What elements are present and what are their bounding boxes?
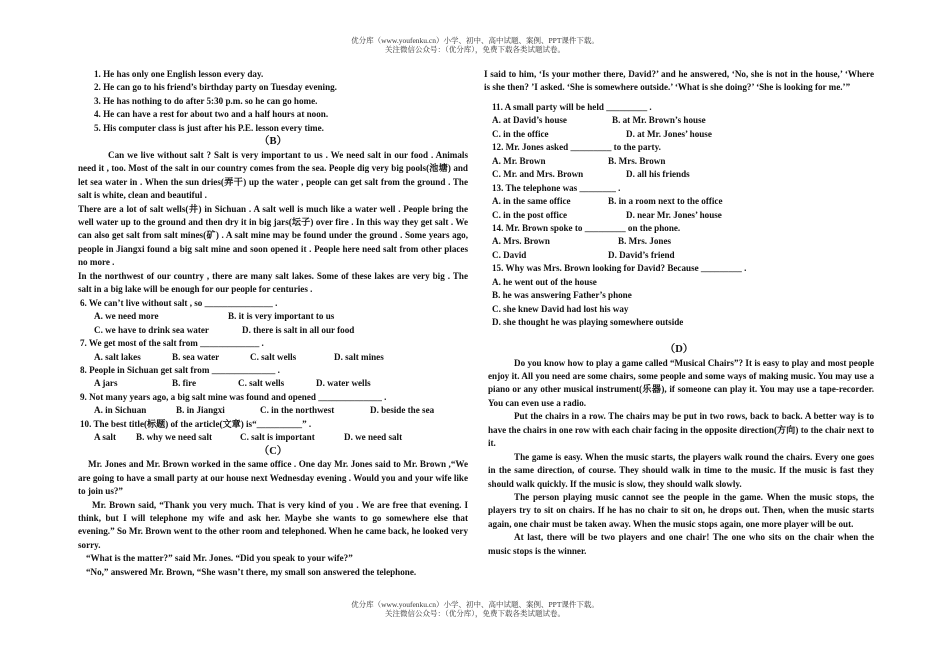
q12-option-b: B. Mrs. Brown	[608, 155, 666, 166]
section-d-title: （D）	[664, 344, 694, 356]
q11-option-d: D. at Mr. Jones’ house	[626, 128, 712, 139]
statement-1: 1. He has only one English lesson every day.	[94, 69, 264, 79]
q14-option-d: D. David’s friend	[608, 249, 675, 260]
q13-option-c: C. in the post office	[492, 209, 568, 220]
q6-option-a: A. we need more	[94, 311, 159, 322]
header-line-2: 关注微信公众号：（优分库），免费下载各类试题试卷。	[385, 45, 565, 54]
question-13-options-row-1	[484, 195, 874, 208]
question-11-options-row-2	[484, 128, 874, 141]
passage-d-paragraph-5: At last, there will be two players and one chair! The one who sits on the chair when the music stops is the winner.	[488, 532, 874, 556]
statement-2: 2. He can go to his friend’s birthday party on Tuesday evening.	[94, 82, 337, 93]
question-7-options	[78, 351, 468, 364]
q11-option-c: C. in the office	[492, 128, 549, 139]
passage-c-paragraph-3: “What is the matter?” said Mr. Jones. “Did you speak to your wife?”	[86, 553, 353, 564]
q8-option-c: C. salt wells	[238, 378, 285, 389]
footer-line-1: 优分库（www.youfenku.cn）小学、初中、高中试题、案例、PPT课件下载。	[351, 600, 599, 609]
passage-d-paragraph-2: Put the chairs in a row. The chairs may be put in two rows, back to back. A better way is to have the chairs in one row with each chair facing in the opposite direction(方向) to the chair next to it.	[488, 411, 874, 449]
q10-option-d: D. we need salt	[344, 432, 403, 443]
question-13: 13. The telephone was ________ .	[492, 182, 621, 193]
q9-option-d: D. beside the sea	[370, 405, 435, 416]
q15-option-b: B. he was answering Father’s phone	[492, 290, 632, 301]
q13-option-b: B. in a room next to the office	[608, 196, 723, 207]
q10-option-b: B. why we need salt	[136, 432, 213, 443]
q14-option-a: A. Mrs. Brown	[492, 236, 550, 247]
passage-d-paragraph-1: Do you know how to play a game called “Musical Chairs”? It is easy to play and most people enjoy it. All you need are some chairs, some people and some ways of making music. You may use a piano or any other musical instrument(乐器), if someone can play it. You may use a tape-recorder. You can even use a radio.	[488, 357, 874, 408]
passage-c-paragraph-1: Mr. Jones and Mr. Brown worked in the same office . One day Mr. Jones said to Mr. Brown ,“We are going to have a small party at our house next Wednesday evening . Would you and your wife like to join us?”	[78, 459, 468, 497]
q14-option-b: B. Mrs. Jones	[618, 236, 672, 247]
q12-option-d: D. all his friends	[626, 169, 690, 180]
passage-d-paragraph-3: The game is easy. When the music starts, the players walk round the chairs. Every one goes in the same direction, of course. They should walk in time to the music. If the music is fast they should walk quickly. If the music is slow, they should walk slowly.	[488, 451, 874, 489]
question-15: 15. Why was Mrs. Brown looking for David? Because _________ .	[492, 263, 747, 274]
q9-option-b: B. in Jiangxi	[176, 405, 225, 416]
q6-option-d: D. there is salt in all our food	[242, 324, 355, 335]
q7-option-a: A. salt lakes	[94, 351, 141, 362]
question-14-options-row-2	[484, 249, 874, 262]
q14-option-c: C. David	[492, 249, 527, 260]
statement-5: 5. His computer class is just after his P.E. lesson every time.	[94, 122, 324, 133]
question-8: 8. People in Sichuan get salt from ______________ .	[80, 364, 280, 375]
question-14-options-row-1	[484, 235, 874, 248]
q6-option-b: B. it is very important to us	[228, 311, 335, 322]
footer-line-2: 关注微信公众号：（优分库），免费下载各类试题试卷。	[385, 609, 565, 618]
statement-3: 3. He has nothing to do after 5:30 p.m. so he can go home.	[94, 95, 318, 106]
passage-c-paragraph-4: “No,” answered Mr. Brown, “She wasn’t there, my small son answered the telephone.	[86, 566, 417, 577]
question-9-options	[78, 404, 468, 417]
q10-option-a: A salt	[94, 432, 116, 443]
question-13-options-row-2	[484, 209, 874, 222]
q11-option-b: B. at Mr. Brown’s house	[612, 115, 706, 126]
passage-b-paragraph-2: There are a lot of salt wells(井) in Sichuan . A salt well is much like a water well . People bring the well water up to the ground and then dry it in big jars(坛子) over fire . In this way they get salt . We can also get salt from salt mines(矿) . A salt mine may be found under the ground . Some years ago, people in Jiangxi found a big salt mine and soon opened it . People here need salt from other places no more .	[78, 203, 468, 268]
q9-option-a: A. in Sichuan	[94, 405, 147, 416]
q10-option-c: C. salt is important	[240, 432, 315, 443]
question-9: 9. Not many years ago, a big salt mine was found and opened ______________ .	[80, 391, 387, 402]
q15-option-d: D. she thought he was playing somewhere outside	[492, 317, 684, 328]
question-8-options	[78, 377, 468, 390]
q8-option-b: B. fire	[172, 378, 197, 389]
question-6: 6. We can’t live without salt , so _______________ .	[80, 297, 278, 308]
question-10-options	[78, 431, 468, 444]
question-6-options-row-1	[78, 310, 468, 323]
page-header	[0, 36, 950, 54]
header-line-1: 优分库（www.youfenku.cn）小学、初中、高中试题、案例、PPT课件下载。	[351, 36, 599, 45]
passage-c-continuation: I said to him, ‘Is your mother there, David?’ and he answered, ‘No, she is not in the house,’ ‘Where is she then? ’I asked. ‘She is somewhere outside.’ ‘What is she doing?’ ‘She is looking for me.’”	[484, 69, 874, 93]
passage-b-paragraph-3: In the northwest of our country , there are many salt lakes. Some of these lakes are very big . The salt in a big lake will be enough for our people for centuries .	[78, 270, 468, 295]
q7-option-d: D. salt mines	[334, 351, 384, 362]
question-12-options-row-1	[484, 155, 874, 168]
q6-option-c: C. we have to drink sea water	[94, 324, 209, 335]
question-7: 7. We get most of the salt from _____________ .	[80, 338, 264, 349]
question-12-options-row-2	[484, 168, 874, 181]
q12-option-c: C. Mr. and Mrs. Brown	[492, 169, 584, 180]
q7-option-b: B. sea water	[172, 351, 220, 362]
q15-option-a: A. he went out of the house	[492, 276, 597, 287]
q15-option-c: C. she knew David had lost his way	[492, 303, 629, 314]
q12-option-a: A. Mr. Brown	[492, 155, 546, 166]
left-column	[78, 68, 468, 579]
section-c-title: （C）	[258, 445, 288, 457]
question-10: 10. The best title(标题) of the article(文章) is“__________” .	[80, 418, 312, 429]
question-6-options-row-2	[78, 324, 468, 337]
q9-option-c: C. in the northwest	[260, 405, 335, 416]
passage-c-paragraph-2: Mr. Brown said, “Thank you very much. That is very kind of you . We are free that evening. I think, but I will telephone my wife and ask her. Maybe she wants to go somewhere else that evening.” So Mr. Brown went to the other room and telephoned. When he came back, he looked very sorry.	[78, 499, 468, 550]
q8-option-d: D. water wells	[316, 378, 371, 389]
question-11: 11. A small party will be held _________ .	[492, 101, 652, 112]
question-11-options-row-1	[484, 114, 874, 127]
question-14: 14. Mr. Brown spoke to _________ on the phone.	[492, 222, 681, 233]
section-b-title: （B）	[258, 136, 287, 148]
q13-option-a: A. in the same office	[492, 196, 571, 207]
passage-b-paragraph-1: Can we live without salt ? Salt is very important to us . We need salt in our food . Animals need it , too. Most of the salt in our country comes from the sea. People dig very big pools(池塘) and let sea water in . When the sun dries(弄干) up the water , people can get salt from the ground . The salt is white, clean and beautiful .	[78, 149, 468, 201]
q7-option-c: C. salt wells	[250, 351, 297, 362]
q11-option-a: A. at David’s house	[492, 115, 567, 126]
q13-option-d: D. near Mr. Jones’ house	[626, 209, 722, 220]
right-column	[484, 68, 874, 558]
statement-4: 4. He can have a rest for about two and a half hours at noon.	[94, 109, 329, 120]
page-footer	[0, 600, 950, 618]
question-12: 12. Mr. Jones asked _________ to the party.	[492, 142, 661, 153]
q8-option-a: A jars	[94, 378, 118, 389]
passage-d-paragraph-4: The person playing music cannot see the people in the game. When the music stops, the players try to sit on chairs. If he has no chair to sit on, he drops out. Then, when the music starts again, one chair must be taken away. When the music stops again, one more player will be out.	[488, 492, 874, 529]
